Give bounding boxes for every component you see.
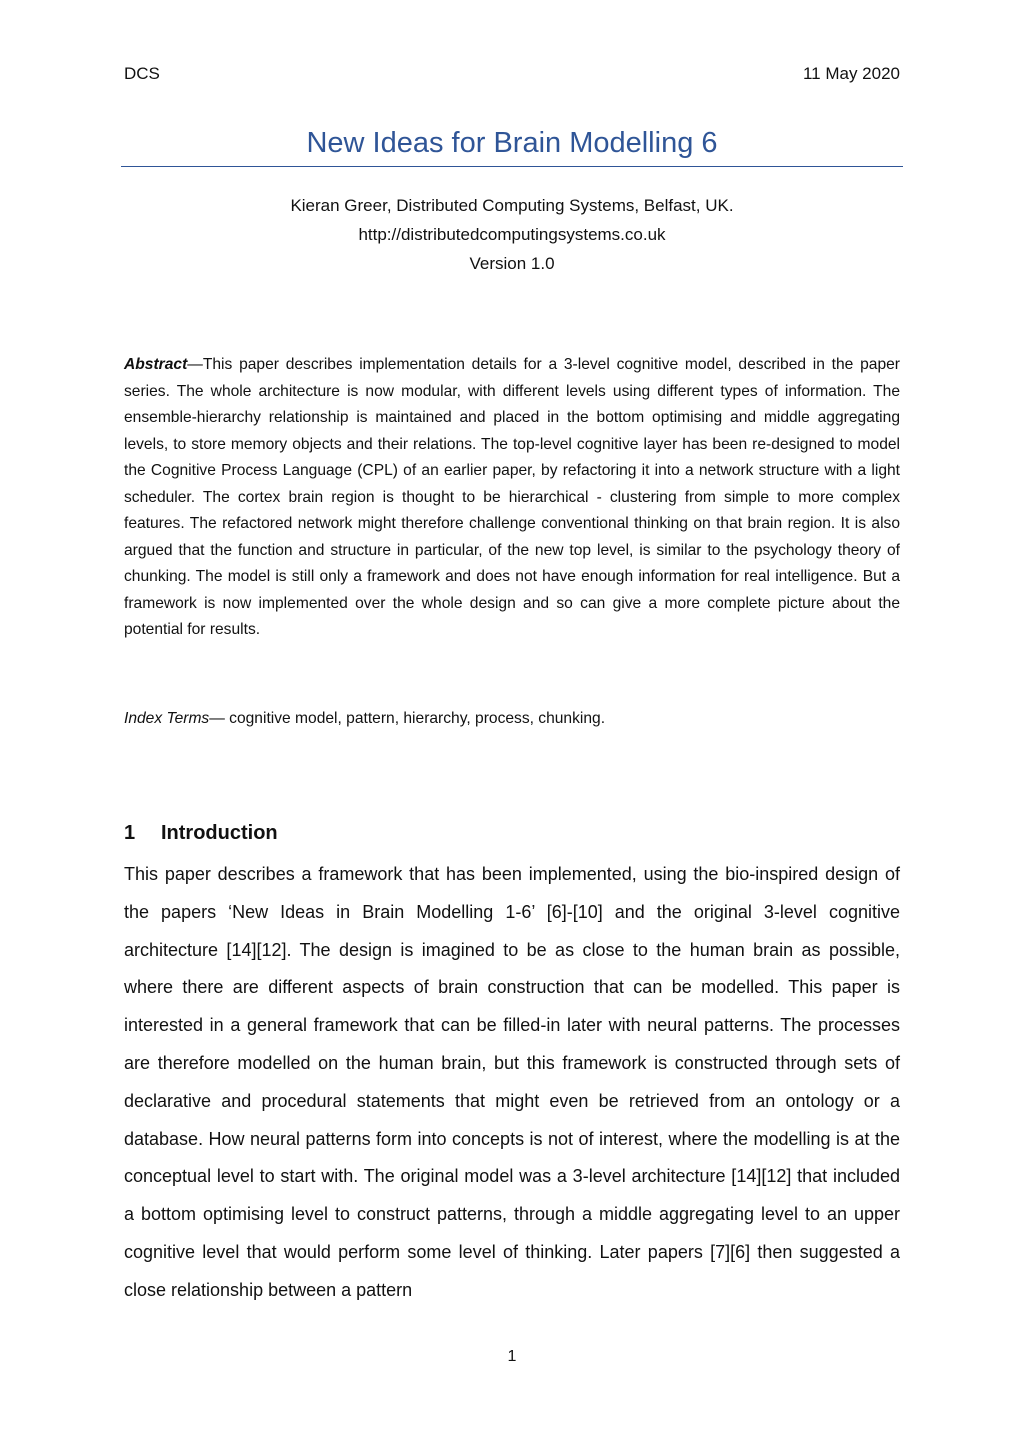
header-left-label: DCS — [124, 64, 160, 83]
author-affiliation: Kieran Greer, Distributed Computing Systems, Belfast, UK. — [290, 196, 734, 215]
index-terms-text: cognitive model, pattern, hierarchy, process, chunking. — [224, 710, 606, 727]
header-date: 11 May 2020 — [802, 64, 900, 83]
abstract-label: Abstract — [124, 356, 188, 373]
page-number: 1 — [507, 1348, 517, 1365]
abstract — [124, 352, 900, 644]
introduction-paragraph: This paper describes a framework that has been implemented, using the bio-inspired design of the papers ‘New Ideas in Brain Modelling 1-6’ [6]-[10] and the original 3-level cognitive architecture [14][12]. The design is imagined to be as close to the human brain as possible, where there are different aspects of brain construction that can be modelled. This paper is interested in a general framework that can be filled-in later with neural patterns. The processes are therefore modelled on the human brain, but this framework is constructed through sets of declarative and procedural statements that might even be retrieved from an ontology or a database. How neural patterns form into concepts is not of interest, where the modelling is at the conceptual level to start with. The original model was a 3-level architecture [14][12] that included a bottom optimising level to construct patterns, through a middle aggregating level to an upper cognitive level that would perform some level of thinking. Later papers [7][6] then suggested a close relationship between a pattern — [124, 864, 900, 1300]
index-terms — [124, 706, 900, 732]
version-label: Version 1.0 — [469, 254, 555, 273]
section-title: Introduction — [161, 822, 278, 844]
author-url[interactable]: http://distributedcomputingsystems.co.uk — [358, 225, 666, 244]
abstract-dash: — — [187, 356, 203, 373]
section-number: 1 — [124, 822, 136, 844]
paper-title: New Ideas for Brain Modelling 6 — [121, 124, 903, 167]
abstract-text: This paper describes implementation details for a 3-level cognitive model, described in the paper series. The whole architecture is now modular, with different levels using different types of information. The ensemble-hierarchy relationship is maintained and placed in the bottom optimising and middle aggregating levels, to store memory objects and their relations. The top-level cognitive layer has been re-designed to model the Cognitive Process Language (CPL) of an earlier paper, by refactoring it into a network structure with a light scheduler. The cortex brain region is thought to be hierarchical - clustering from simple to more complex features. The refactored network might therefore challenge conventional thinking on that brain region. It is also argued that the function and structure in particular, of the new top level, is similar to the psychology theory of chunking. The model is still only a framework and does not have enough information for real intelligence. But a framework is now implemented over the whole design and so can give a more complete picture about the potential for results. — [124, 356, 900, 638]
author-block — [124, 191, 900, 278]
running-header — [124, 62, 900, 86]
section-heading-introduction — [124, 819, 900, 847]
index-terms-dash: — — [209, 710, 225, 727]
index-terms-label: Index Terms — [124, 710, 210, 727]
